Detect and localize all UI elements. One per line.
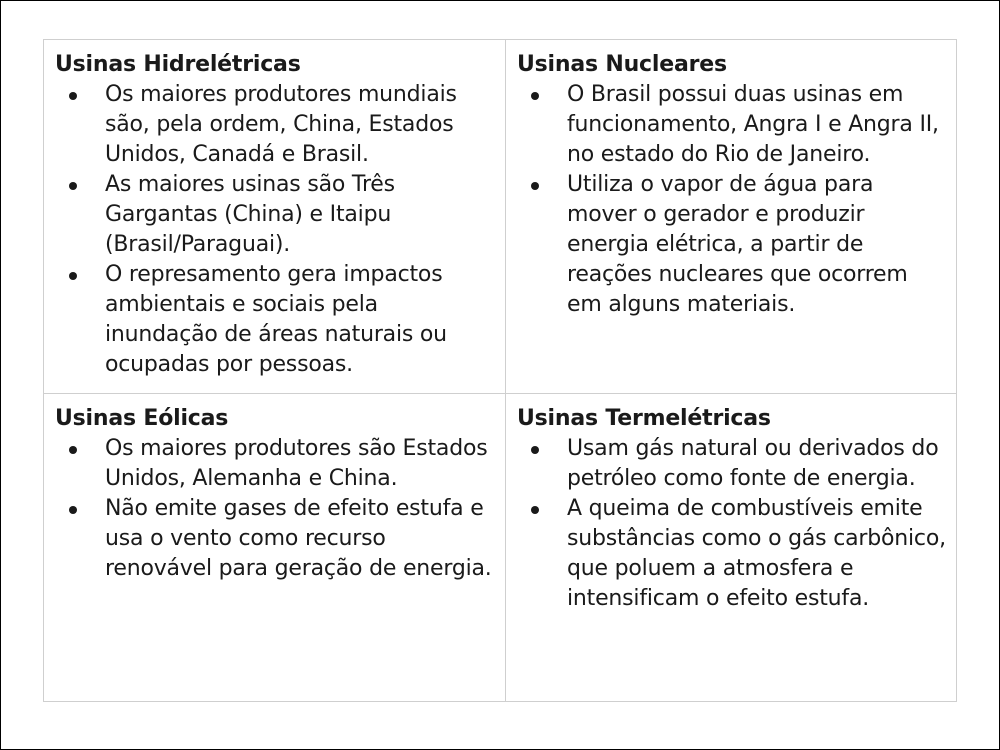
list-item xyxy=(55,260,495,380)
list-item-text: Os maiores produtores são Estados Unidos, Alemanha e China. xyxy=(105,436,488,491)
list-item-text: O Brasil possui duas usinas em funcionamento, Angra I e Angra II, no estado do Rio de Janeiro. xyxy=(567,82,939,167)
list-item xyxy=(55,170,495,260)
bullet-icon xyxy=(531,446,539,454)
list-item xyxy=(55,434,495,494)
list-item-text: A queima de combustíveis emite substâncias como o gás carbônico, que poluem a atmosfera e intensificam o efeito estufa. xyxy=(567,496,946,611)
bullet-list xyxy=(517,80,947,320)
list-item xyxy=(517,80,947,170)
bullet-icon xyxy=(69,92,77,100)
bullet-icon xyxy=(531,182,539,190)
bullet-list xyxy=(517,434,947,614)
cell-hidreletricas xyxy=(44,40,505,393)
list-item xyxy=(55,80,495,170)
bullet-icon xyxy=(531,92,539,100)
list-item xyxy=(517,170,947,320)
list-item-text: Os maiores produtores mundiais são, pela ordem, China, Estados Unidos, Canadá e Brasil. xyxy=(105,82,457,167)
list-item-text: As maiores usinas são Três Gargantas (China) e Itaipu (Brasil/Paraguai). xyxy=(105,172,395,257)
bullet-list xyxy=(55,434,495,584)
list-item-text: Não emite gases de efeito estufa e usa o vento como recurso renovável para geração de energia. xyxy=(105,496,492,581)
bullet-icon xyxy=(69,182,77,190)
cell-title: Usinas Hidrelétricas xyxy=(55,52,301,77)
list-item xyxy=(55,494,495,584)
cell-termeletricas xyxy=(505,393,957,702)
bullet-icon xyxy=(69,272,77,280)
cell-title: Usinas Nucleares xyxy=(517,52,727,77)
energy-plants-table xyxy=(43,39,957,702)
cell-nucleares xyxy=(505,40,957,393)
list-item xyxy=(517,434,947,494)
bullet-icon xyxy=(69,506,77,514)
cell-eolicas xyxy=(44,393,505,702)
list-item-text: Usam gás natural ou derivados do petróleo como fonte de energia. xyxy=(567,436,939,491)
cell-title: Usinas Termelétricas xyxy=(517,406,771,431)
list-item-text: O represamento gera impactos ambientais e sociais pela inundação de áreas naturais ou ocupadas por pessoas. xyxy=(105,262,447,377)
bullet-list xyxy=(55,80,495,380)
bullet-icon xyxy=(531,506,539,514)
cell-title: Usinas Eólicas xyxy=(55,406,229,431)
list-item-text: Utiliza o vapor de água para mover o gerador e produzir energia elétrica, a partir de reações nucleares que ocorrem em alguns materiais. xyxy=(567,172,908,317)
bullet-icon xyxy=(69,446,77,454)
list-item xyxy=(517,494,947,614)
